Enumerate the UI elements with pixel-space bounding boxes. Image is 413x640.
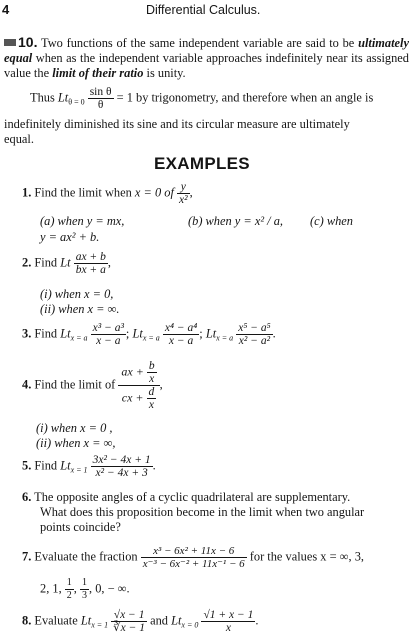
example-4-part-i: (i) when x = 0 , — [36, 421, 113, 435]
denominator: x — [149, 373, 155, 385]
condition: x = 0 of — [134, 185, 174, 200]
text: when as the independent variable approaches indefinitely — [35, 51, 323, 65]
punct: ; — [125, 326, 130, 341]
text: Evaluate — [34, 613, 78, 628]
thus-line — [30, 86, 410, 111]
text: Find the limit when — [34, 185, 132, 200]
example-number: 1. — [22, 185, 32, 200]
lt-symbol: Lt — [132, 326, 143, 341]
example-2-part-i: (i) when x = 0, — [40, 287, 114, 301]
ex5-fraction — [91, 454, 153, 479]
term: ax + — [121, 364, 144, 379]
ex3-fraction-3 — [236, 322, 272, 347]
paragraph-2-line-3: equal. — [4, 132, 34, 146]
one-half-fraction — [65, 577, 74, 602]
denominator: x² — [179, 194, 188, 206]
ex4-compound-fraction — [118, 360, 159, 411]
lt-symbol: Lt — [80, 613, 92, 628]
examples-heading: EXAMPLES — [154, 154, 250, 173]
denominator: x² − 4x + 3 — [95, 467, 148, 479]
numerator: x⁵ − a⁵ — [238, 322, 271, 334]
punct: . — [272, 326, 276, 341]
example-5 — [22, 454, 156, 479]
numerator: b — [148, 360, 155, 372]
text: Find — [34, 255, 58, 270]
lt-subscript: x = 1 — [70, 465, 88, 475]
emphasis-text: limit of their ratio — [52, 66, 144, 80]
text: Thus — [30, 90, 55, 105]
ex8-fraction-1 — [111, 609, 147, 634]
lt-symbol: Lt — [57, 90, 69, 105]
text: , 0, − ∞. — [89, 581, 130, 596]
punct: . — [255, 613, 259, 628]
numerator: 1 — [82, 577, 88, 588]
example-6-line-1 — [22, 490, 350, 505]
punct: , — [73, 581, 77, 596]
example-1-part-a: (a) when y = mx, — [40, 214, 125, 228]
paragraph-2-line-2: indefinitely diminished its sine and its circular measure are ultimately — [4, 117, 350, 131]
denominator: ∛x − 1 — [113, 622, 145, 634]
one-third-fraction — [80, 577, 89, 602]
text: Two functions of the same independent variable are said to be — [41, 36, 355, 50]
punct: , — [107, 255, 111, 270]
denominator: x² − a² — [238, 335, 271, 347]
text: The opposite angles of a cyclic quadrilateral are supplementary. — [34, 490, 351, 504]
numerator: ax + b — [75, 251, 106, 263]
denominator: 2 — [66, 590, 72, 601]
section-paragraph-1 — [4, 35, 409, 81]
lt-subscript: θ = 0 — [68, 97, 85, 107]
term: cx + — [121, 390, 144, 405]
example-3 — [22, 322, 276, 347]
punct: . — [152, 458, 156, 473]
example-7 — [22, 545, 364, 570]
numerator: 3x² − 4x + 1 — [92, 454, 151, 466]
lt-subscript: x = a — [70, 333, 88, 343]
punct: ; — [199, 326, 203, 341]
denominator: x — [148, 399, 154, 411]
text: 2, 1, — [40, 581, 62, 596]
denominator: bx + a — [75, 264, 106, 276]
punct: , — [159, 377, 163, 392]
emphasis-text: ultimately equal — [4, 36, 409, 65]
text: is unity. — [146, 66, 186, 80]
running-title: Differential Calculus. — [146, 3, 261, 17]
page-number: 4 — [2, 2, 10, 17]
example-4-part-ii: (ii) when x = ∞, — [36, 436, 116, 450]
ex3-fraction-2 — [163, 322, 199, 347]
example-6-line-3: points coincide? — [40, 520, 121, 534]
example-number: 4. — [22, 377, 32, 392]
example-1-part-b: (b) when y = x² / a, — [188, 214, 283, 228]
denominator: x − a — [168, 335, 194, 347]
numerator: sin θ — [89, 86, 112, 98]
example-number: 6. — [22, 490, 32, 504]
numerator: x⁴ − a⁴ — [164, 322, 198, 334]
text: near its assigned value the — [4, 51, 409, 80]
example-4 — [22, 360, 163, 411]
denominator — [118, 386, 159, 411]
y-over-x2-fraction — [177, 181, 190, 206]
ex8-fraction-2 — [201, 609, 255, 634]
numerator: x³ − a³ — [92, 322, 124, 334]
text: for the values x = ∞, 3, — [249, 549, 364, 564]
lt-symbol: Lt — [60, 326, 71, 341]
text: = 1 by trigonometry, and therefore when an angle is — [116, 90, 374, 105]
numerator: √x − 1 — [111, 609, 147, 622]
text: Find — [34, 326, 58, 341]
denominator: x − a — [96, 335, 121, 347]
lt-subscript: x = 1 — [91, 620, 109, 630]
example-number: 2. — [22, 255, 32, 270]
lt-subscript: x = 0 — [181, 620, 199, 630]
example-2-part-ii: (ii) when x = ∞. — [40, 302, 120, 316]
text: and — [150, 613, 168, 628]
example-1-part-c: (c) when — [310, 214, 354, 228]
text: Find — [34, 458, 58, 473]
example-number: 3. — [22, 326, 32, 341]
ex2-fraction — [74, 251, 108, 276]
denominator: x — [225, 622, 231, 634]
example-1 — [22, 181, 193, 206]
ex3-fraction-1 — [91, 322, 126, 347]
numerator: y — [177, 181, 190, 194]
lt-symbol: Lt — [205, 326, 217, 341]
lt-symbol: Lt — [60, 255, 71, 270]
lt-symbol: Lt — [60, 458, 71, 473]
example-2 — [22, 251, 111, 276]
denominator: 3 — [82, 590, 88, 601]
numerator: x³ − 6x² + 11x − 6 — [141, 545, 247, 558]
b-over-x-fraction — [147, 360, 157, 385]
lt-symbol: Lt — [171, 613, 182, 628]
example-number: 5. — [22, 458, 32, 473]
numerator — [118, 360, 159, 386]
numerator: 1 — [66, 577, 72, 588]
denominator: θ — [97, 99, 104, 111]
d-over-x-fraction — [147, 386, 157, 411]
punct: , — [189, 185, 193, 200]
lt-subscript: x = a — [216, 333, 234, 343]
numerator: d — [148, 386, 155, 398]
example-8 — [22, 609, 259, 634]
ex7-fraction — [141, 545, 247, 570]
lt-subscript: x = a — [142, 333, 160, 343]
sin-theta-fraction — [88, 86, 114, 111]
example-1-part-c-2: y = ax² + b. — [40, 230, 100, 244]
section-number: 10. — [18, 34, 38, 50]
numerator: √1 + x − 1 — [203, 609, 254, 621]
text: Find the limit of — [34, 377, 116, 392]
example-6-line-2: What does this proposition become in the limit when two angular — [40, 505, 365, 519]
text: Evaluate the fraction — [34, 549, 138, 564]
example-7-values — [40, 577, 130, 602]
example-number: 8. — [22, 613, 32, 628]
denominator: x⁻³ − 6x⁻² + 11x⁻¹ − 6 — [142, 558, 245, 570]
example-number: 7. — [22, 549, 32, 564]
